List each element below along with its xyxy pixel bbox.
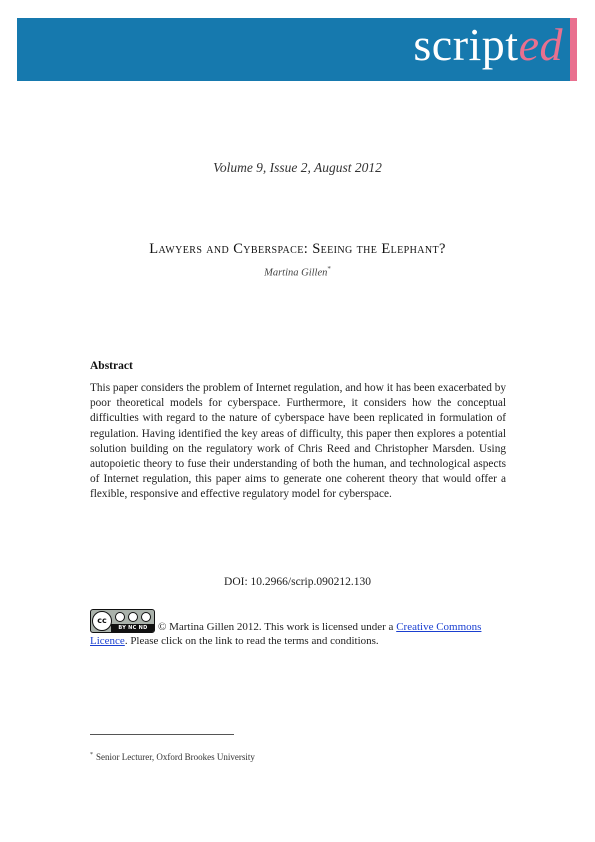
abstract-heading: Abstract	[90, 360, 133, 372]
article-author	[0, 265, 595, 279]
footnote-text: Senior Lecturer, Oxford Brookes University	[96, 752, 255, 762]
licence-statement	[90, 620, 510, 648]
cc-logo-icon: cc	[92, 611, 112, 631]
article-title: Lawyers and Cyberspace: Seeing the Elephant?	[149, 241, 446, 257]
footnote-mark: *	[90, 752, 93, 758]
author-name: Martina Gillen	[264, 267, 328, 279]
footnote	[90, 752, 255, 762]
abstract-body: This paper considers the problem of Internet regulation, and how it has been exacerbated by poor theoretical models for cyberspace. Furthermore, it considers how the conceptual difficulties with regard to the nature of cyberspace have been replicated in formulation of regulation. Having identified the key areas of difficulty, this paper then explores a potential solution building on the regulatory work of Chris Reed and Christopher Marsden. Using autopoietic theory to fuse their understanding of both the human, and technological aspects of Internet regulation, this paper aims to generate one coherent theory that would offer a flexible, responsive and effective regulatory model for cyberspace.	[90, 382, 506, 501]
licence-text-before: © Martina Gillen 2012. This work is licensed under a	[158, 621, 397, 633]
author-footnote-mark[interactable]: *	[327, 265, 331, 273]
creative-commons-licence-link[interactable]: Creative Commons Licence	[90, 621, 482, 647]
footnote-separator	[90, 734, 234, 735]
journal-logo	[413, 19, 563, 70]
doi-line: DOI: 10.2966/scrip.090212.130	[224, 576, 371, 588]
cc-terms-bar: BY NC ND	[111, 624, 155, 632]
logo-accent-text: ed	[518, 19, 563, 70]
issue-line: Volume 9, Issue 2, August 2012	[213, 160, 382, 175]
header-accent-stripe	[570, 18, 577, 81]
licence-text-after: . Please click on the link to read the terms and conditions.	[124, 635, 379, 647]
logo-main-text: script	[413, 19, 519, 70]
